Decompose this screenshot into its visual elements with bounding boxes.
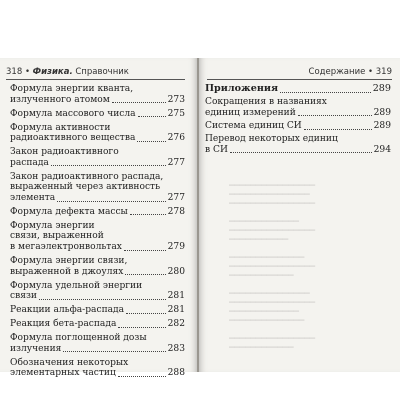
toc-entry-title: Закон радиоактивного: [10, 147, 119, 158]
toc-entry: [10, 333, 185, 354]
toc-entry-title: элемента: [10, 192, 56, 203]
toc-entry-title: в СИ: [205, 144, 228, 155]
toc-entry-line: [205, 134, 391, 145]
toc-dot-leader: [138, 116, 166, 117]
toc-entry-title: Сокращения в названиях: [205, 97, 327, 108]
toc-entry: [10, 109, 185, 120]
toc-dot-leader: [298, 115, 372, 116]
toc-dot-leader: [124, 250, 166, 251]
toc-dot-leader: [63, 351, 165, 352]
toc-page-number: 289: [373, 107, 391, 118]
toc-entry-title: Реакции альфа-распада: [10, 305, 125, 316]
toc-entry-title: связи: [10, 291, 37, 302]
toc-entry-title: Формула удельной энергии: [10, 280, 143, 291]
toc-page-number: 281: [167, 305, 185, 316]
toc-section-heading: [205, 84, 391, 95]
toc-dot-leader: [125, 274, 165, 275]
toc-entry-line: [205, 108, 391, 119]
toc-entry: [10, 305, 185, 316]
toc-page-number: 288: [167, 368, 185, 379]
right-page: [199, 58, 400, 372]
toc-entry-line: [10, 256, 185, 267]
toc-entry-title: единиц измерений: [205, 107, 296, 118]
book-subtitle: Справочник: [75, 67, 129, 77]
toc-page-number: 279: [167, 242, 185, 253]
right-running-head: [309, 67, 392, 77]
toc-page-number: 289: [373, 120, 391, 131]
toc-entry-line: [10, 368, 185, 379]
toc-entry: [10, 207, 185, 218]
toc-entry: [10, 221, 185, 253]
toc-page-number: 282: [167, 319, 185, 330]
toc-entry: [205, 97, 391, 118]
toc-page-number: 275: [167, 108, 185, 119]
toc-entry-line: [10, 158, 185, 169]
toc-entry-title: Система единиц СИ: [205, 120, 302, 131]
toc-entry-title: распада: [10, 157, 49, 168]
toc-entry-title: Обозначения некоторых: [10, 357, 129, 368]
toc-entry-line: [10, 333, 185, 344]
toc-entry-title: Реакция бета-распада: [10, 319, 117, 330]
toc-entry-line: [10, 172, 185, 183]
toc-dot-leader: [57, 201, 165, 202]
toc-page-number: 281: [167, 291, 185, 302]
toc-entry-title: Формула поглощенной дозы: [10, 333, 147, 344]
toc-entry: [10, 281, 185, 302]
show-through-text: ▁▁▁▁▁▁▁▁▁▁▁▁▁▁▁▁ ▁▁▁▁▁▁▁▁▁▁▁▁▁▁▁ ▁▁▁▁▁▁▁▁▁▁▁▁▁▁▁▁ ▁▁▁▁▁▁▁▁▁▁▁▁▁ ▁▁▁▁▁▁▁▁▁▁▁▁▁▁▁▁ ▁▁▁▁▁▁▁▁▁▁▁ ▁▁▁▁▁▁▁▁▁▁▁▁▁▁ ▁▁▁▁▁▁▁▁▁▁▁▁▁▁▁▁ ▁▁▁▁▁▁▁▁▁▁▁▁ ▁▁▁▁▁▁▁▁▁▁▁▁▁▁▁ ▁▁▁▁▁▁▁▁▁▁▁▁▁▁▁▁ ▁▁▁▁▁▁▁▁▁▁▁▁▁ ▁▁▁▁▁▁▁▁▁▁▁▁▁▁ ▁▁▁▁▁▁▁▁▁▁▁▁▁▁▁▁ ▁▁▁▁▁▁▁▁▁▁▁▁: [229, 178, 316, 348]
toc-entry: [205, 134, 391, 155]
toc-dot-leader: [130, 214, 166, 215]
toc-entry-line: [10, 193, 185, 204]
toc-dot-leader: [118, 327, 165, 328]
toc-entry: [10, 358, 185, 379]
toc-entry-title: Формула энергии: [10, 220, 95, 231]
toc-dot-leader: [112, 102, 166, 103]
right-separator: •: [368, 67, 374, 77]
toc-entry: [10, 123, 185, 144]
toc-entry-title: излучения: [10, 343, 62, 354]
toc-entry-title: излученного атомом: [10, 94, 110, 105]
toc-entry-title: связи, выраженной: [10, 231, 104, 242]
toc-entry-line: [10, 242, 185, 253]
left-header-rule: [6, 79, 185, 80]
toc-entry-line: [205, 121, 391, 132]
toc-entry-title: Формула массового числа: [10, 108, 136, 119]
toc-entry-title: в мегаэлектронвольтах: [10, 242, 122, 253]
toc-entry-line: [10, 267, 185, 278]
toc-page-number: 294: [373, 144, 391, 155]
right-header-rule: [207, 79, 392, 80]
toc-entry-line: [205, 145, 391, 156]
toc-page-number: 277: [167, 192, 185, 203]
toc-entry-title: элементарных частиц: [10, 368, 116, 379]
book-title: Физика.: [32, 67, 73, 77]
toc-entry-title: Формула энергии связи,: [10, 256, 128, 267]
toc-entry-title: Формула энергии кванта,: [10, 84, 134, 94]
toc-page-number: 278: [167, 206, 185, 217]
toc-page-number: 280: [167, 266, 185, 277]
toc-entry-line: [10, 207, 185, 218]
toc-entry-line: [10, 123, 185, 134]
toc-entry: [10, 84, 185, 105]
toc-entry-line: [10, 231, 185, 242]
toc-entry-line: [10, 319, 185, 330]
toc-entry: [10, 256, 185, 277]
toc-dot-leader: [118, 376, 166, 377]
toc-entry-title: Закон радиоактивного распада,: [10, 171, 164, 182]
toc-dot-leader: [51, 165, 166, 166]
toc-dot-leader: [126, 313, 166, 314]
toc-entry: [205, 121, 391, 132]
toc-entry-line: [10, 133, 185, 144]
toc-entry-line: [205, 97, 391, 108]
toc-entry-line: [10, 358, 185, 369]
toc-entry: [10, 319, 185, 330]
contents-running-title: Содержание: [308, 67, 366, 77]
toc-page-number: 276: [167, 133, 185, 144]
toc-entry-line: [10, 291, 185, 302]
toc-entry-title: Формула дефекта массы: [10, 206, 128, 217]
toc-page-number: 273: [167, 94, 185, 105]
toc-entry-line: [10, 221, 185, 232]
toc-entry: [10, 172, 185, 204]
toc-entry-title: выраженный через активность: [10, 182, 161, 193]
toc-entry-title: Формула активности: [10, 122, 111, 133]
toc-dot-leader: [39, 299, 166, 300]
toc-entry-line: [205, 84, 391, 95]
toc-entry-line: [10, 147, 185, 158]
toc-entry-line: [10, 95, 185, 106]
toc-entry-title: выраженной в джоулях: [10, 266, 124, 277]
left-page-number: 318: [6, 67, 23, 77]
toc-entry-title: Перевод некоторых единиц: [205, 134, 338, 145]
toc-entry-line: [10, 344, 185, 355]
toc-entry-line: [10, 182, 185, 193]
toc-dot-leader: [304, 129, 372, 130]
toc-entry: [10, 147, 185, 168]
toc-dot-leader: [230, 152, 372, 153]
toc-dot-leader: [137, 141, 165, 142]
right-page-number: 319: [375, 67, 392, 77]
toc-dot-leader: [280, 92, 371, 93]
toc-entry-line: [10, 109, 185, 120]
left-separator: •: [24, 67, 30, 77]
toc-entry-title: радиоактивного вещества: [10, 133, 136, 144]
toc-entry-line: [10, 281, 185, 292]
right-toc-list: [205, 84, 391, 158]
toc-page-number: 283: [167, 343, 185, 354]
toc-entry-line: [10, 84, 185, 95]
toc-entry-line: [10, 305, 185, 316]
toc-page-number: 277: [167, 157, 185, 168]
left-page: [0, 58, 197, 379]
left-running-head: [6, 67, 129, 77]
left-toc-list: [10, 84, 185, 382]
toc-entry-title: Приложения: [205, 83, 279, 94]
toc-page-number: 289: [372, 83, 391, 94]
